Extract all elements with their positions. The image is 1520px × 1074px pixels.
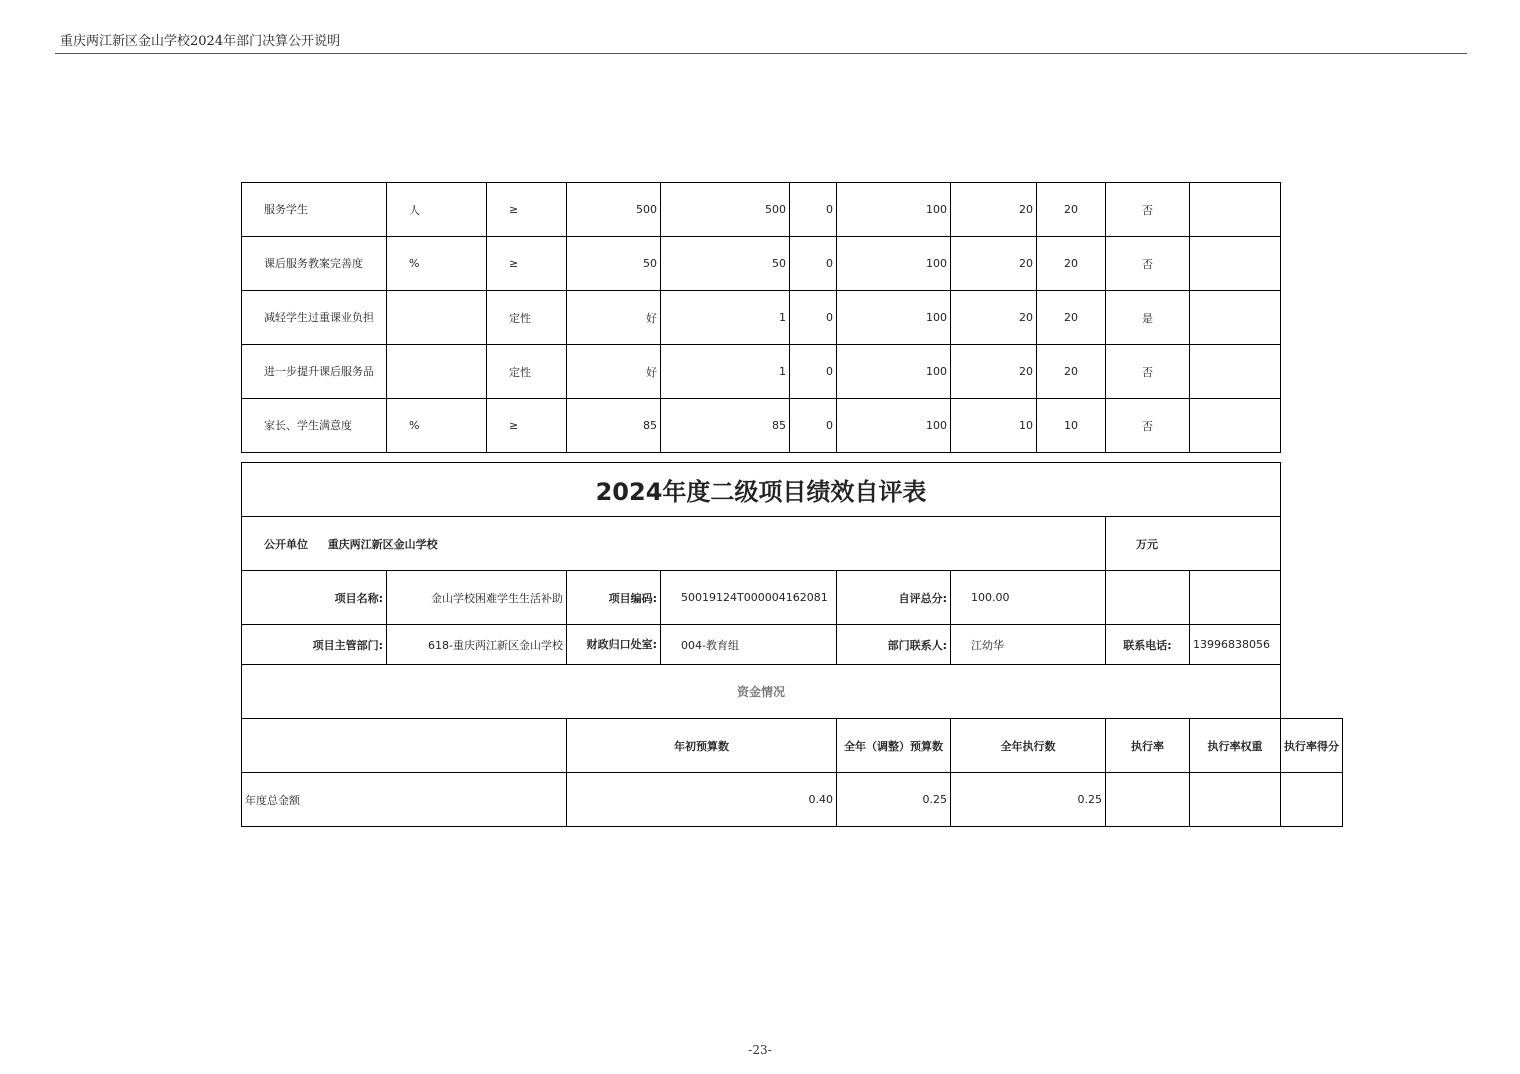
indicator-score: 20: [1037, 183, 1106, 237]
unit-label: 公开单位: [264, 537, 308, 551]
indicator-rate: 100: [837, 345, 951, 399]
document-header-title: 重庆两江新区金山学校2024年部门决算公开说明: [60, 34, 341, 49]
indicator-target: 好: [567, 345, 661, 399]
indicator-empty: [1190, 399, 1281, 453]
indicator-empty: [1190, 183, 1281, 237]
indicator-weight: 20: [951, 291, 1037, 345]
row-total-label: 年度总金额: [242, 773, 567, 827]
indicator-deviation: 0: [790, 399, 837, 453]
indicator-empty: [1190, 345, 1281, 399]
project-code-label: 项目编码:: [567, 571, 661, 625]
col-exec-score: 执行率得分: [1281, 719, 1343, 773]
self-score: 100.00: [951, 571, 1106, 625]
indicator-score: 20: [1037, 237, 1106, 291]
indicator-symbol: 定性: [487, 345, 567, 399]
indicator-deviation: 0: [790, 183, 837, 237]
col-executed: 全年执行数: [951, 719, 1106, 773]
finance-office: 004-教育组: [661, 625, 837, 665]
row-total-rate: [1106, 773, 1190, 827]
indicator-unit: [387, 345, 487, 399]
page-number: -23-: [748, 1043, 772, 1057]
indicator-symbol: ≥: [487, 183, 567, 237]
indicator-flag: 否: [1106, 399, 1190, 453]
indicator-target: 85: [567, 399, 661, 453]
indicator-weight: 20: [951, 345, 1037, 399]
indicator-name: 服务学生: [242, 183, 387, 237]
indicator-row: [242, 345, 1281, 399]
currency-unit: 万元: [1106, 517, 1281, 571]
finance-office-label: 财政归口处室:: [567, 625, 661, 665]
contact-person: 江幼华: [951, 625, 1106, 665]
indicator-row: [242, 399, 1281, 453]
project-name-label: 项目名称:: [242, 571, 387, 625]
indicator-symbol: ≥: [487, 237, 567, 291]
contact-label: 部门联系人:: [837, 625, 951, 665]
indicator-symbol: 定性: [487, 291, 567, 345]
indicator-weight: 10: [951, 399, 1037, 453]
row-total-adjusted: 0.25: [837, 773, 951, 827]
indicator-row: [242, 291, 1281, 345]
empty-cell: [242, 719, 567, 773]
eval-table: [241, 462, 1343, 827]
indicator-empty: [1190, 237, 1281, 291]
indicator-symbol: ≥: [487, 399, 567, 453]
indicator-table: [241, 182, 1281, 453]
eval-table-title: 2024年度二级项目绩效自评表: [242, 463, 1281, 517]
indicator-name: 减轻学生过重课业负担: [242, 291, 387, 345]
indicator-target: 500: [567, 183, 661, 237]
indicator-row: [242, 183, 1281, 237]
indicator-deviation: 0: [790, 291, 837, 345]
indicator-rate: 100: [837, 183, 951, 237]
dept-label: 项目主管部门:: [242, 625, 387, 665]
indicator-actual: 1: [661, 291, 790, 345]
row-total-weight: [1190, 773, 1281, 827]
indicator-score: 20: [1037, 291, 1106, 345]
indicator-flag: 是: [1106, 291, 1190, 345]
indicator-deviation: 0: [790, 237, 837, 291]
col-initial-budget: 年初预算数: [567, 719, 837, 773]
self-score-label: 自评总分:: [837, 571, 951, 625]
row-total-initial: 0.40: [567, 773, 837, 827]
indicator-flag: 否: [1106, 345, 1190, 399]
indicator-deviation: 0: [790, 345, 837, 399]
publishing-unit-row: [242, 517, 1106, 571]
empty-cell: [1106, 571, 1190, 625]
indicator-name: 进一步提升课后服务品: [242, 345, 387, 399]
row-total-score: [1281, 773, 1343, 827]
dept-value: 618-重庆两江新区金山学校: [387, 625, 567, 665]
col-exec-rate: 执行率: [1106, 719, 1190, 773]
phone-number: 13996838056: [1190, 625, 1281, 665]
indicator-target: 50: [567, 237, 661, 291]
row-total-executed: 0.25: [951, 773, 1106, 827]
indicator-target: 好: [567, 291, 661, 345]
header-divider: [55, 53, 1467, 54]
indicator-rate: 100: [837, 291, 951, 345]
indicator-name: 课后服务教案完善度: [242, 237, 387, 291]
indicator-unit: 人: [387, 183, 487, 237]
indicator-empty: [1190, 291, 1281, 345]
indicator-name: 家长、学生满意度: [242, 399, 387, 453]
indicator-row: [242, 237, 1281, 291]
phone-label: 联系电话:: [1106, 625, 1190, 665]
indicator-rate: 100: [837, 399, 951, 453]
indicator-unit: [387, 291, 487, 345]
indicator-rate: 100: [837, 237, 951, 291]
indicator-flag: 否: [1106, 183, 1190, 237]
indicator-score: 10: [1037, 399, 1106, 453]
indicator-weight: 20: [951, 237, 1037, 291]
indicator-flag: 否: [1106, 237, 1190, 291]
col-adjusted-budget: 全年（调整）预算数: [837, 719, 951, 773]
project-name: 金山学校困难学生生活补助: [387, 571, 567, 625]
col-exec-weight: 执行率权重: [1190, 719, 1281, 773]
funds-section-heading: 资金情况: [242, 665, 1281, 719]
indicator-unit: %: [387, 399, 487, 453]
project-code: 50019124T000004162081: [661, 571, 837, 625]
indicator-unit: %: [387, 237, 487, 291]
unit-name: 重庆两江新区金山学校: [327, 537, 438, 551]
indicator-weight: 20: [951, 183, 1037, 237]
indicator-score: 20: [1037, 345, 1106, 399]
indicator-actual: 500: [661, 183, 790, 237]
indicator-actual: 50: [661, 237, 790, 291]
empty-cell: [1190, 571, 1281, 625]
indicator-actual: 85: [661, 399, 790, 453]
indicator-actual: 1: [661, 345, 790, 399]
